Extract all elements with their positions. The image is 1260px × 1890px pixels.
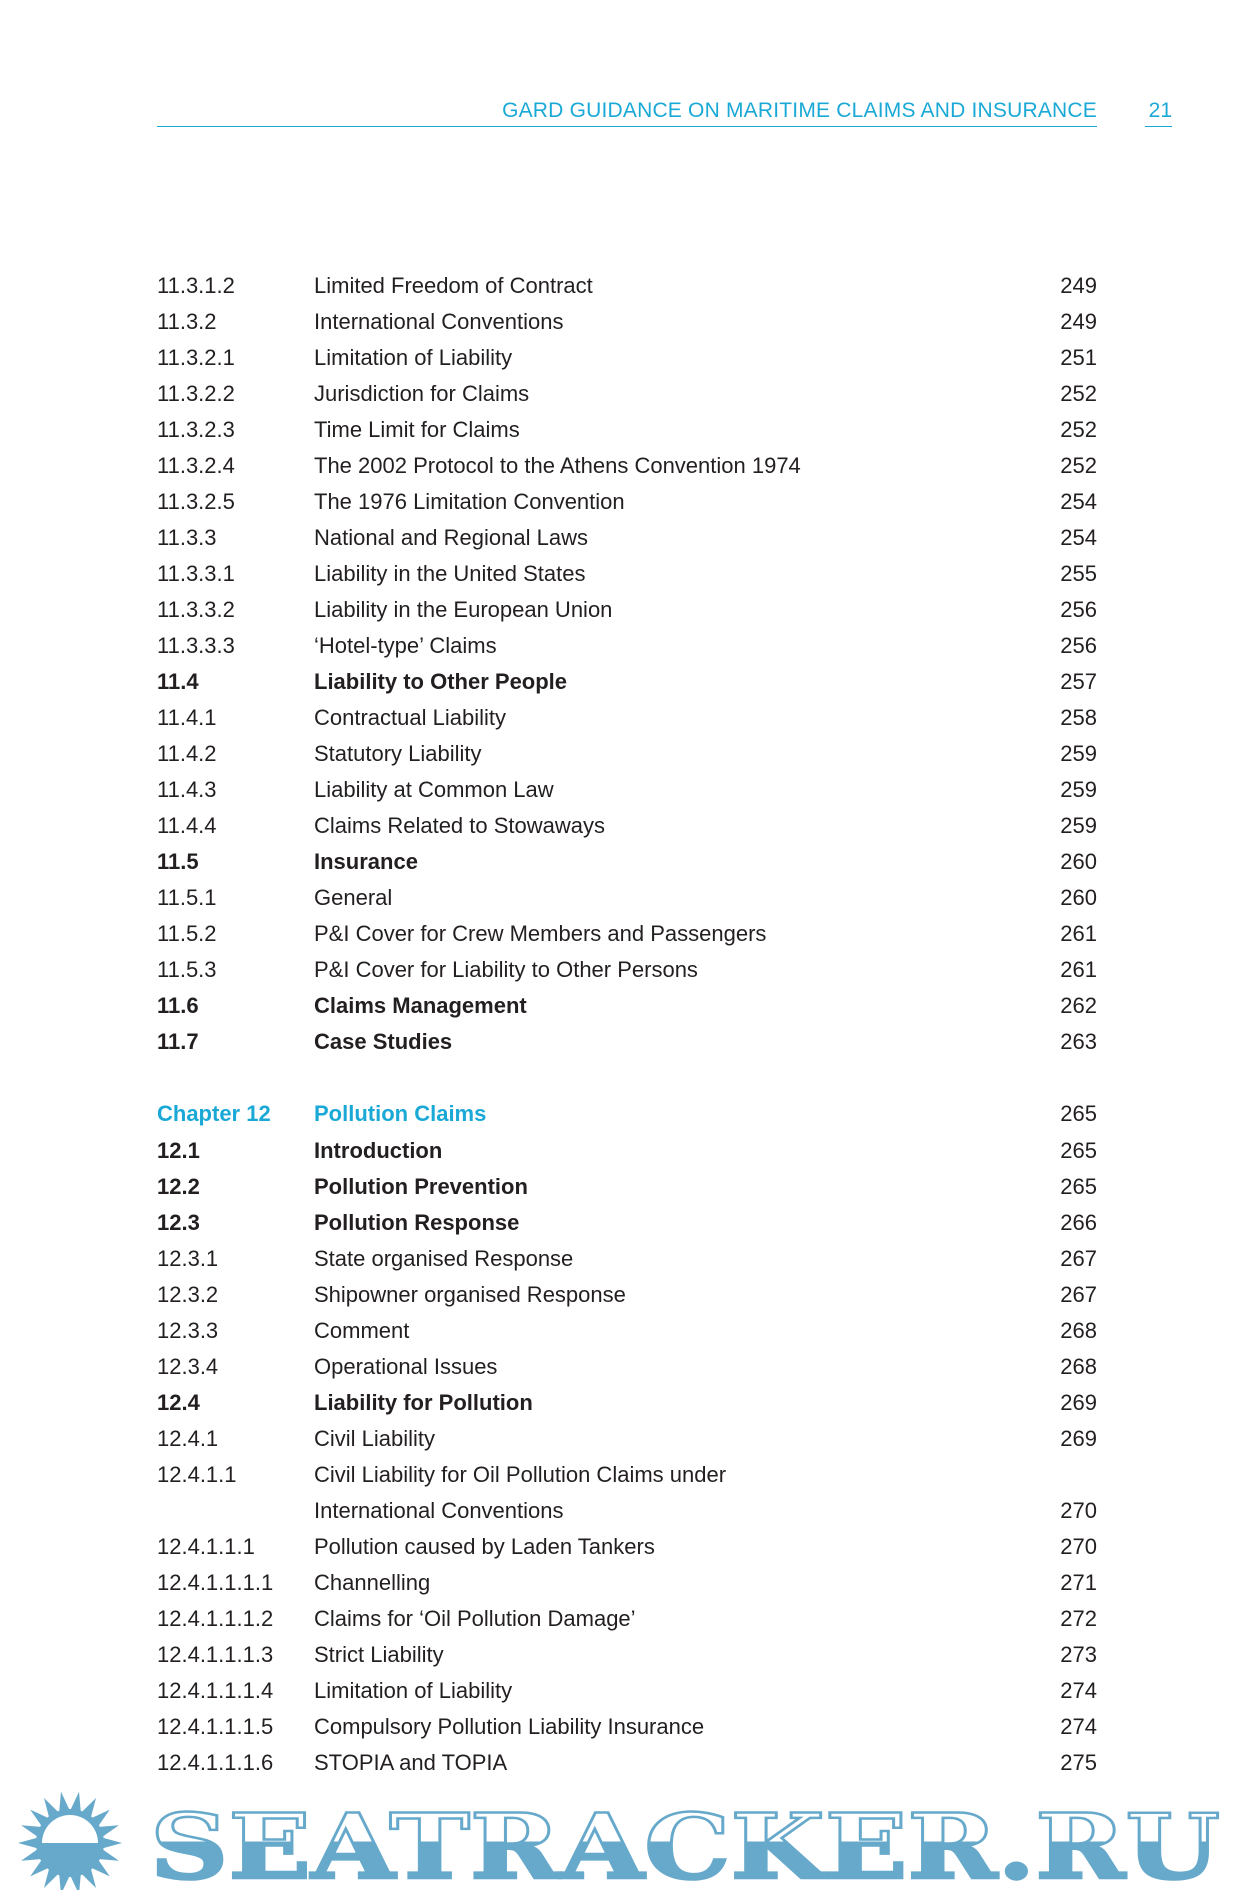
- toc-entry-number: 11.3.2.5: [157, 489, 235, 514]
- toc-entry-page: 260: [1060, 849, 1097, 874]
- toc-entry-title: Introduction: [314, 1138, 443, 1163]
- toc-chapter-heading: [157, 1096, 1097, 1133]
- toc-entry: [157, 1205, 1097, 1241]
- toc-entry-number: 12.4.1.1.1.6: [157, 1750, 274, 1775]
- toc-entry-page: 265: [1060, 1138, 1097, 1163]
- toc-entry-number: 11.4.2: [157, 741, 217, 766]
- toc-entry-number: 12.3.1: [157, 1246, 219, 1271]
- watermark: [0, 1788, 1260, 1890]
- toc-entry-number: 12.4.1.1.1.3: [157, 1642, 274, 1667]
- table-of-contents: [157, 268, 1097, 1781]
- toc-entry-title: Claims for ‘Oil Pollution Damage’: [314, 1606, 636, 1631]
- toc-entry-page: 252: [1060, 453, 1097, 478]
- toc-entry-title: Limitation of Liability: [314, 345, 513, 370]
- toc-entry-page: 254: [1060, 525, 1097, 550]
- toc-entry: [157, 304, 1097, 340]
- toc-entry: [157, 1385, 1097, 1421]
- toc-entry: [157, 1565, 1097, 1601]
- toc-entry-title: Contractual Liability: [314, 705, 506, 730]
- toc-entry-title: Compulsory Pollution Liability Insurance: [314, 1714, 705, 1739]
- toc-entry-title: STOPIA and TOPIA: [314, 1750, 508, 1775]
- toc-entry-page: 268: [1060, 1318, 1097, 1343]
- toc-entry-page: 261: [1060, 921, 1097, 946]
- toc-entry-page: 258: [1060, 705, 1097, 730]
- toc-entry-title: Statutory Liability: [314, 741, 482, 766]
- toc-entry: [157, 1637, 1097, 1673]
- toc-entry-number: 12.4.1.1.1: [157, 1534, 255, 1559]
- toc-entry-title: ‘Hotel-type’ Claims: [314, 633, 497, 658]
- toc-entry-page: 252: [1060, 381, 1097, 406]
- toc-entry: [157, 628, 1097, 664]
- toc-entry: [157, 340, 1097, 376]
- toc-entry-page: 259: [1060, 813, 1097, 838]
- toc-entry: [157, 1493, 1097, 1529]
- toc-entry: [157, 1529, 1097, 1565]
- toc-entry-number: 11.3.2.1: [157, 345, 235, 370]
- toc-entry-page: 271: [1060, 1570, 1097, 1595]
- toc-entry-number: 12.4.1.1.1.1: [157, 1570, 274, 1595]
- toc-entry-page: 255: [1060, 561, 1097, 586]
- toc-entry: [157, 376, 1097, 412]
- watermark-text: SEATRACKER.RU: [150, 1794, 1220, 1890]
- toc-entry: [157, 1349, 1097, 1385]
- toc-entry-number: 12.4.1.1.1.5: [157, 1714, 274, 1739]
- toc-entry-page: 256: [1060, 597, 1097, 622]
- toc-entry-page: 259: [1060, 741, 1097, 766]
- toc-entry-title: Civil Liability for Oil Pollution Claims under: [314, 1462, 727, 1487]
- toc-entry-number: 12.4.1.1.1.2: [157, 1606, 274, 1631]
- toc-entry: [157, 1277, 1097, 1313]
- toc-entry-title: The 1976 Limitation Convention: [314, 489, 625, 514]
- toc-entry-page: 274: [1060, 1714, 1097, 1739]
- toc-entry-number: 11.3.2.4: [157, 453, 235, 478]
- toc-entry-page: 256: [1060, 633, 1097, 658]
- toc-entry-title: Pollution caused by Laden Tankers: [314, 1534, 655, 1559]
- toc-entry-title: State organised Response: [314, 1246, 574, 1271]
- toc-entry-number: 11.5.3: [157, 957, 217, 982]
- toc-entry-title: Insurance: [314, 849, 418, 874]
- toc-entry-page: 268: [1060, 1354, 1097, 1379]
- toc-entry-page: 259: [1060, 777, 1097, 802]
- toc-entry-title: Limited Freedom of Contract: [314, 273, 593, 298]
- toc-entry-title: Limitation of Liability: [314, 1678, 513, 1703]
- toc-entry: [157, 1133, 1097, 1169]
- toc-entry-title: Civil Liability: [314, 1426, 436, 1451]
- toc-entry-page: 265: [1060, 1101, 1097, 1126]
- toc-entry-title: P&I Cover for Liability to Other Persons: [314, 957, 698, 982]
- toc-entry-page: 273: [1060, 1642, 1097, 1667]
- toc-entry-title: The 2002 Protocol to the Athens Convention 1974: [314, 453, 801, 478]
- toc-entry-title: Liability for Pollution: [314, 1390, 533, 1415]
- toc-entry: [157, 664, 1097, 700]
- toc-entry: [157, 880, 1097, 916]
- toc-entry: [157, 1601, 1097, 1637]
- toc-entry-number: 12.2: [157, 1174, 200, 1199]
- toc-entry-number: 12.1: [157, 1138, 200, 1163]
- toc-entry: [157, 1421, 1097, 1457]
- toc-entry-page: 272: [1060, 1606, 1097, 1631]
- toc-entry-title: Pollution Response: [314, 1210, 520, 1235]
- toc-entry-number: 11.6: [157, 993, 199, 1018]
- toc-entry-number: 12.3.3: [157, 1318, 219, 1343]
- toc-entry-title: Claims Management: [314, 993, 527, 1018]
- toc-entry: [157, 916, 1097, 952]
- toc-entry-title: National and Regional Laws: [314, 525, 588, 550]
- toc-entry-number: 11.4.1: [157, 705, 217, 730]
- toc-entry: [157, 1673, 1097, 1709]
- toc-entry-page: 275: [1060, 1750, 1097, 1775]
- toc-entry-title: General: [314, 885, 393, 910]
- toc-entry: [157, 1457, 1097, 1493]
- toc-entry-number: 11.5: [157, 849, 199, 874]
- toc-entry-title: Case Studies: [314, 1029, 453, 1054]
- toc-entry-page: 260: [1060, 885, 1097, 910]
- toc-entry-page: 267: [1060, 1282, 1097, 1307]
- toc-entry-title: Shipowner organised Response: [314, 1282, 626, 1307]
- toc-entry-number: 11.3.1.2: [157, 273, 235, 298]
- toc-entry-number: 12.3.2: [157, 1282, 219, 1307]
- toc-entry: [157, 1709, 1097, 1745]
- toc-entry-page: 251: [1060, 345, 1097, 370]
- toc-entry: [157, 520, 1097, 556]
- toc-entry-number: 11.3.3: [157, 525, 217, 550]
- toc-entry-number: 11.7: [157, 1029, 199, 1054]
- toc-entry-number: 12.4.1.1: [157, 1462, 237, 1487]
- toc-entry-title: Channelling: [314, 1570, 431, 1595]
- toc-entry-page: 266: [1060, 1210, 1097, 1235]
- toc-entry: [157, 1169, 1097, 1205]
- toc-entry-number: 11.4.3: [157, 777, 217, 802]
- toc-entry-page: 269: [1060, 1426, 1097, 1451]
- toc-entry-number: 11.3.2.2: [157, 381, 235, 406]
- toc-entry-page: 254: [1060, 489, 1097, 514]
- toc-entry-page: 265: [1060, 1174, 1097, 1199]
- toc-entry-page: 270: [1060, 1534, 1097, 1559]
- toc-entry: [157, 1241, 1097, 1277]
- toc-entry: [157, 700, 1097, 736]
- toc-entry-number: 11.4: [157, 669, 199, 694]
- toc-entry-number: 11.3.3.2: [157, 597, 235, 622]
- toc-entry-title: Strict Liability: [314, 1642, 444, 1667]
- toc-entry-number: 11.3.2: [157, 309, 217, 334]
- toc-entry-number: 11.4.4: [157, 813, 217, 838]
- toc-entry-title: Liability in the United States: [314, 561, 586, 586]
- toc-entry: [157, 1313, 1097, 1349]
- toc-entry: [157, 772, 1097, 808]
- toc-entry: [157, 808, 1097, 844]
- toc-entry-title: Pollution Prevention: [314, 1174, 528, 1199]
- toc-entry: [157, 448, 1097, 484]
- toc-entry-page: 261: [1060, 957, 1097, 982]
- toc-entry-title: Claims Related to Stowaways: [314, 813, 606, 838]
- toc-entry-number: 12.4.1.1.1.4: [157, 1678, 274, 1703]
- toc-entry-title: P&I Cover for Crew Members and Passengers: [314, 921, 767, 946]
- toc-entry-number: 12.3: [157, 1210, 200, 1235]
- toc-entry-page: 252: [1060, 417, 1097, 442]
- toc-entry-title: Pollution Claims: [314, 1101, 487, 1126]
- toc-entry-number: 11.3.2.3: [157, 417, 235, 442]
- toc-entry: [157, 988, 1097, 1024]
- toc-entry: [157, 844, 1097, 880]
- toc-entry-title: Jurisdiction for Claims: [314, 381, 530, 406]
- toc-entry-page: 257: [1060, 669, 1097, 694]
- toc-entry-number: 11.5.1: [157, 885, 217, 910]
- toc-entry-title: International Conventions: [314, 1498, 564, 1523]
- toc-entry: [157, 736, 1097, 772]
- toc-entry-page: 267: [1060, 1246, 1097, 1271]
- toc-entry-title: Operational Issues: [314, 1354, 498, 1379]
- toc-entry-page: 270: [1060, 1498, 1097, 1523]
- toc-entry-number: 12.3.4: [157, 1354, 219, 1379]
- toc-entry: [157, 592, 1097, 628]
- toc-entry-page: 263: [1060, 1029, 1097, 1054]
- toc-entry: [157, 484, 1097, 520]
- toc-entry: [157, 268, 1097, 304]
- toc-entry-number: 11.3.3.1: [157, 561, 235, 586]
- toc-entry-page: 274: [1060, 1678, 1097, 1703]
- toc-entry-number: 11.5.2: [157, 921, 217, 946]
- toc-entry: [157, 1745, 1097, 1781]
- toc-entry: [157, 1024, 1097, 1060]
- toc-entry: [157, 952, 1097, 988]
- toc-entry-title: Liability at Common Law: [314, 777, 554, 802]
- sun-logo-icon: [18, 1792, 122, 1890]
- toc-entry-title: Comment: [314, 1318, 410, 1343]
- toc-entry-number: 12.4: [157, 1390, 200, 1415]
- toc-entry: [157, 556, 1097, 592]
- toc-entry-title: Liability to Other People: [314, 669, 568, 694]
- toc-entry-page: 262: [1060, 993, 1097, 1018]
- toc-entry-page: 249: [1060, 309, 1097, 334]
- toc-entry-page: 249: [1060, 273, 1097, 298]
- toc-entry-number: 11.3.3.3: [157, 633, 235, 658]
- toc-entry: [157, 412, 1097, 448]
- running-header-title: GARD GUIDANCE ON MARITIME CLAIMS AND INSURANCE: [157, 96, 1097, 127]
- page-number: 21: [1145, 96, 1172, 127]
- toc-entry-title: Liability in the European Union: [314, 597, 613, 622]
- toc-entry-number: Chapter 12: [157, 1101, 271, 1126]
- toc-entry-title: Time Limit for Claims: [314, 417, 520, 442]
- toc-entry-number: 12.4.1: [157, 1426, 219, 1451]
- toc-entry-page: 269: [1060, 1390, 1097, 1415]
- toc-entry-title: International Conventions: [314, 309, 564, 334]
